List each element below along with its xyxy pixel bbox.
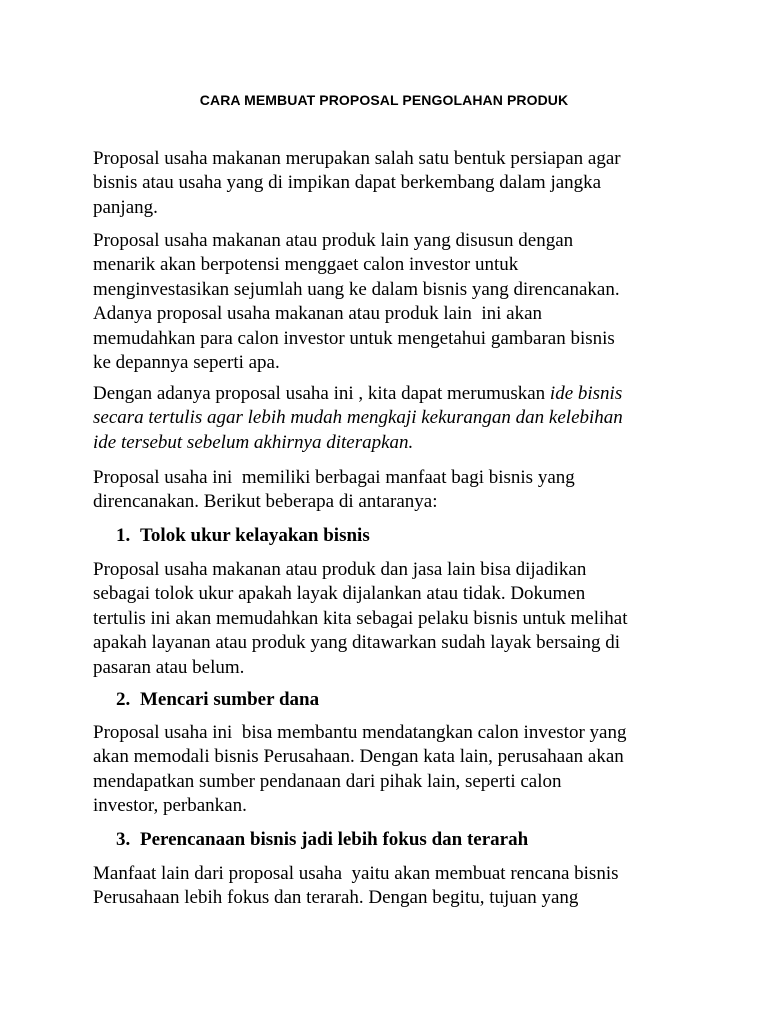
section-heading-3 <box>116 828 716 852</box>
section-text-2: Proposal usaha ini bisa membantu mendatangkan calon investor yang akan memodali bisnis Perusahaan. Dengan kata lain, perusahaan akan mendapatkan sumber pendanaan dari pihak lain, seperti calon investor, perbankan. <box>93 722 627 817</box>
paragraph-benefit-italic: ide bisnis secara tertulis agar lebih mudah mengkaji kekurangan dan kelebihan ide tersebut sebelum akhirnya diterapkan. <box>93 383 623 453</box>
paragraph-benefit-normal: Dengan adanya proposal usaha ini , kita dapat merumuskan <box>93 383 550 404</box>
document-title: CARA MEMBUAT PROPOSAL PENGOLAHAN PRODUK <box>199 92 569 108</box>
section-heading-text-2: Mencari sumber dana <box>140 689 320 710</box>
paragraph-investor: Proposal usaha makanan atau produk lain yang disusun dengan menarik akan berpotensi menggaet calon investor untuk menginvestasikan sejumlah uang ke dalam bisnis yang direncanakan. Adanya proposal usaha makanan atau produk lain ini akan memudahkan para calon investor untuk mengetahui gambaran bisnis ke depannya seperti apa. <box>93 230 620 374</box>
section-text-3: Manfaat lain dari proposal usaha yaitu akan membuat rencana bisnis Perusahaan lebih fokus dan terarah. Dengan begitu, tujuan yang <box>93 863 619 909</box>
section-number-2: 2. <box>116 689 131 710</box>
paragraph-manfaat: Proposal usaha ini memiliki berbagai manfaat bagi bisnis yang direncanakan. Berikut beberapa di antaranya: <box>93 467 575 513</box>
section-heading-1 <box>116 524 716 548</box>
section-number-1: 1. <box>116 525 131 546</box>
paragraph-intro: Proposal usaha makanan merupakan salah satu bentuk persiapan agar bisnis atau usaha yang di impikan dapat berkembang dalam jangka panjang. <box>93 148 621 218</box>
section-heading-text-1: Tolok ukur kelayakan bisnis <box>140 525 370 546</box>
section-text-1: Proposal usaha makanan atau produk dan jasa lain bisa dijadikan sebagai tolok ukur apakah layak dijalankan atau tidak. Dokumen tertulis ini akan memudahkan kita sebagai pelaku bisnis untuk melihat apakah layanan atau produk yang ditawarkan sudah layak bersaing di pasaran atau belum. <box>93 559 628 678</box>
section-heading-2 <box>116 688 716 712</box>
paragraph-benefit-intro <box>93 382 693 455</box>
section-heading-text-3: Perencanaan bisnis jadi lebih fokus dan terarah <box>140 829 529 850</box>
section-number-3: 3. <box>116 829 131 850</box>
